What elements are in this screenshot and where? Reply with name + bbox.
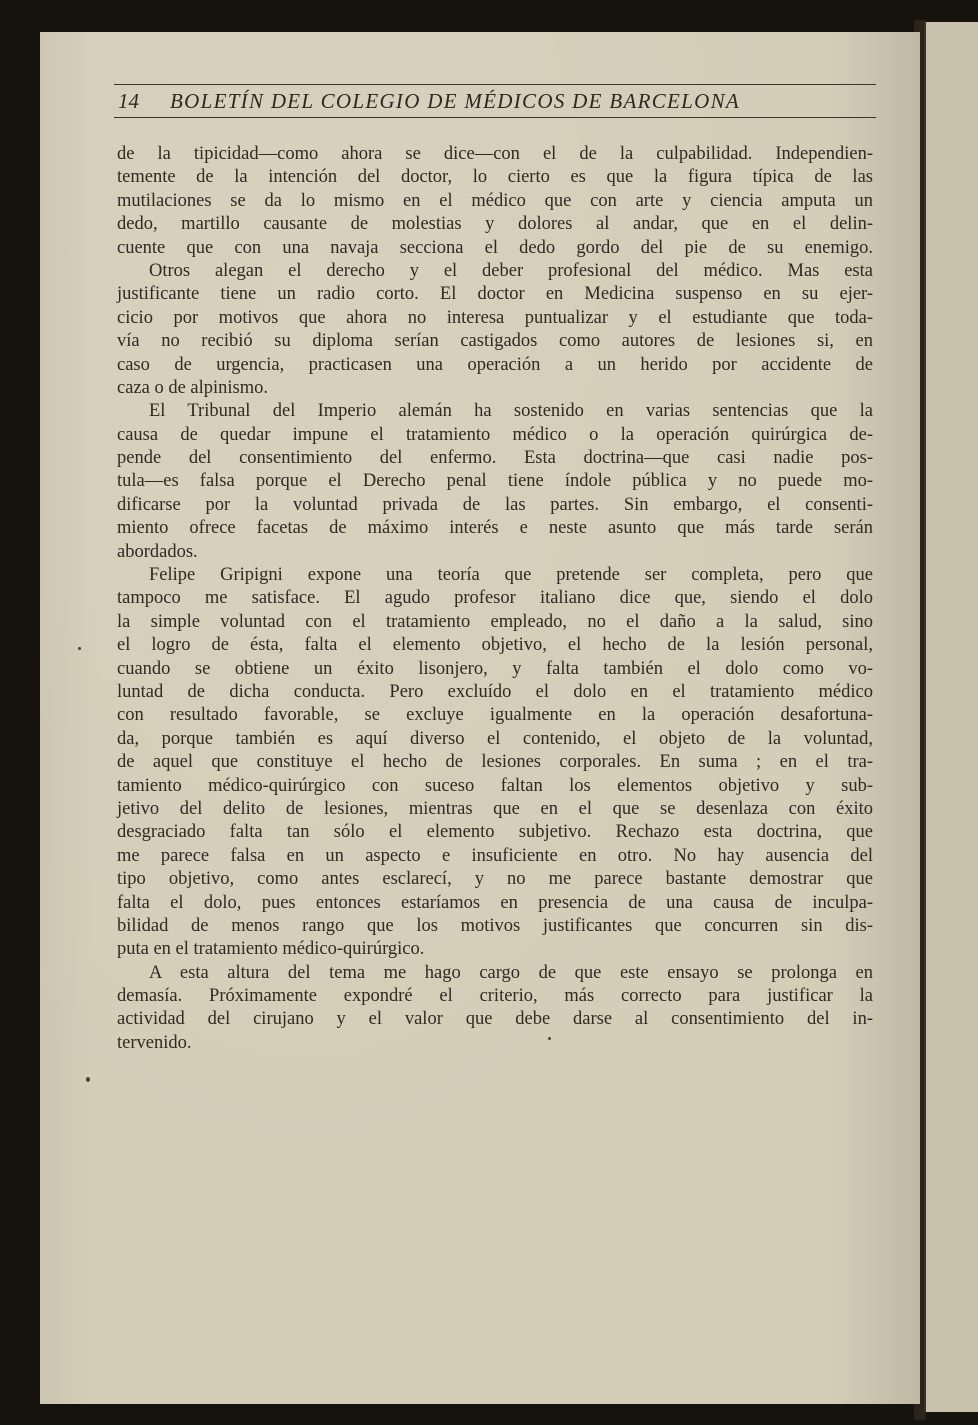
text-line: dificarse por la voluntad privada de las partes. Sin embargo, el consenti- [117,494,873,515]
text-line: cuente que con una navaja secciona el dedo gordo del pie de su enemigo. [117,237,873,258]
running-title: BOLETÍN DEL COLEGIO DE MÉDICOS DE BARCELONA [170,89,741,113]
paragraph-last-line: tervenido. [117,1032,192,1053]
page-number: 14 [118,89,139,113]
text-line: miento ofrece facetas de máximo interés e neste asunto que más tarde serán [117,518,873,539]
text-line: vía no recibió su diploma serían castigados como autores de lesiones si, en [117,331,873,352]
text-line: cicio por motivos que ahora no interesa puntualizar y el estudiante que toda- [117,307,873,328]
running-header [114,84,876,118]
text-line: luntad de dicha conducta. Pero excluído el dolo en el tratamiento médico [117,681,873,702]
text-line: falta el dolo, pues entonces estaríamos en presencia de una causa de inculpa- [117,892,873,913]
text-line: actividad del cirujano y el valor que debe darse al consentimiento del in- [117,1009,873,1030]
text-line: dedo, martillo causante de molestias y dolores al andar, que en el delin- [117,214,873,235]
paragraph-last-line: abordados. [117,541,198,562]
paper-speck [78,647,81,650]
text-line: temente de la intención del doctor, lo cierto es que la figura típica de las [117,167,873,188]
paragraph-first-line: A esta altura del tema me hago cargo de que este ensayo se prolonga en [149,962,873,983]
paragraph-last-line: puta en el tratamiento médico-quirúrgico. [117,939,425,960]
text-line: tipo objetivo, como antes esclarecí, y no me parece bastante demostrar que [117,869,873,890]
text-line: caso de urgencia, practicasen una operación a un herido por accidente de [117,354,873,375]
text-line: el logro de ésta, falta el elemento objetivo, el hecho de la lesión personal, [117,635,873,656]
paragraph-last-line: caza o de alpinismo. [117,377,269,398]
text-line: cuando se obtiene un éxito lisonjero, y falta también el dolo como vo- [117,658,873,679]
text-line: de la tipicidad—como ahora se dice—con el de la culpabilidad. Independien- [117,144,873,164]
text-line: desgraciado falta tan sólo el elemento subjetivo. Rechazo esta doctrina, que [117,822,873,843]
paper-speck [86,1077,90,1082]
paragraph-first-line: Felipe Gripigni expone una teoría que pretende ser completa, pero que [149,565,873,586]
text-line: demasía. Próximamente expondré el criterio, más correcto para justificar la [117,986,873,1007]
text-line: la simple voluntad con el tratamiento empleado, no el daño a la salud, sino [117,611,873,632]
text-line: causa de quedar impune el tratamiento médico o la operación quirúrgica de- [117,424,873,445]
text-line: tamiento médico-quirúrgico con suceso faltan los elementos objetivo y sub- [117,775,873,796]
text-line: mutilaciones se da lo mismo en el médico que con arte y ciencia amputa un [117,190,873,211]
paragraph-first-line: Otros alegan el derecho y el deber profesional del médico. Mas esta [149,260,873,281]
text-line: justificante tiene un radio corto. El doctor en Medicina suspenso en su ejer- [117,284,873,305]
text-line: tula—es falsa porque el Derecho penal tiene índole pública y no puede mo- [117,471,873,492]
text-line: con resultado favorable, se excluye igualmente en la operación desafortuna- [117,705,873,726]
facing-page-edge [924,22,978,1412]
text-line: bilidad de menos rango que los motivos justificantes que concurren sin dis- [117,915,873,936]
paragraph-first-line: El Tribunal del Imperio alemán ha sostenido en varias sentencias que la [149,401,873,422]
text-line: de aquel que constituye el hecho de lesiones corporales. En suma ; en el tra- [117,752,873,773]
text-line: tampoco me satisface. El agudo profesor italiano dice que, siendo el dolo [117,588,873,609]
text-line: da, porque también es aquí diverso el contenido, el objeto de la voluntad, [117,728,873,749]
text-line: pende del consentimiento del enfermo. Esta doctrina—que casi nadie pos- [117,448,873,469]
article-body [117,143,873,1055]
text-line: me parece falsa en un aspecto e insuficiente en otro. No hay ausencia del [117,845,873,866]
text-line: jetivo del delito de lesiones, mientras que en el que se desenlaza con éxito [117,798,873,819]
